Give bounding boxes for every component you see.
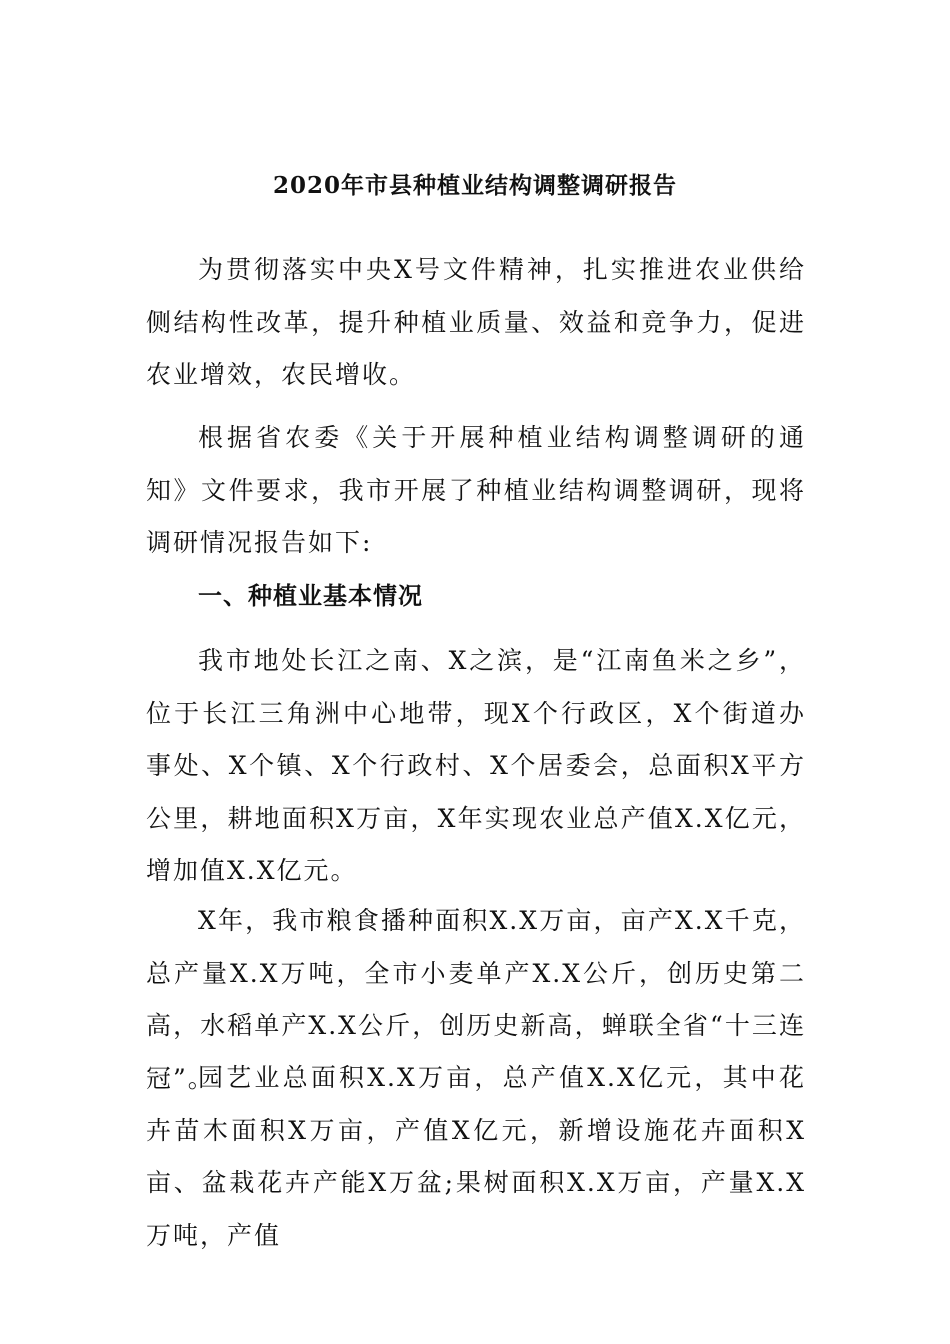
intro-paragraph-2: 根据省农委《关于开展种植业结构调整调研的通知》文件要求，我市开展了种植业结构调整调研，现将调研情况报告如下: (146, 423, 806, 557)
section-paragraph-2: X年，我市粮食播种面积X.X万亩，亩产X.X千克，总产量X.X万吨，全市小麦单产X.X公斤，创历史第二高，水稻单产X.X公斤，创历史新高，蝉联全省“十三连冠”。 (146, 906, 806, 1093)
section-paragraph-1: 我市地处长江之南、X之滨，是“江南鱼米之乡”，位于长江三角洲中心地带，现X个行政区，X个街道办事处、X个镇、X个行政村、X个居委会，总面积X平方公里，耕地面积X万亩，X年实现农业总产值X.X亿元，增加值X.X亿元。 (146, 646, 806, 885)
document-title: 2020年市县种植业结构调整调研报告 (272, 172, 677, 199)
section-paragraph-3: 园艺业总面积X.X万亩，总产值X.X亿元，其中花卉苗木面积X万亩，产值X亿元，新增设施花卉面积X亩、盆栽花卉产能X万盆;果树面积X.X万亩，产量X.X万吨，产值 (146, 1063, 806, 1250)
intro-paragraph-1: 为贯彻落实中央X号文件精神，扎实推进农业供给侧结构性改革，提升种植业质量、效益和竞争力，促进农业增效，农民增收。 (146, 255, 806, 389)
section-heading: 一、种植业基本情况 (198, 581, 423, 610)
